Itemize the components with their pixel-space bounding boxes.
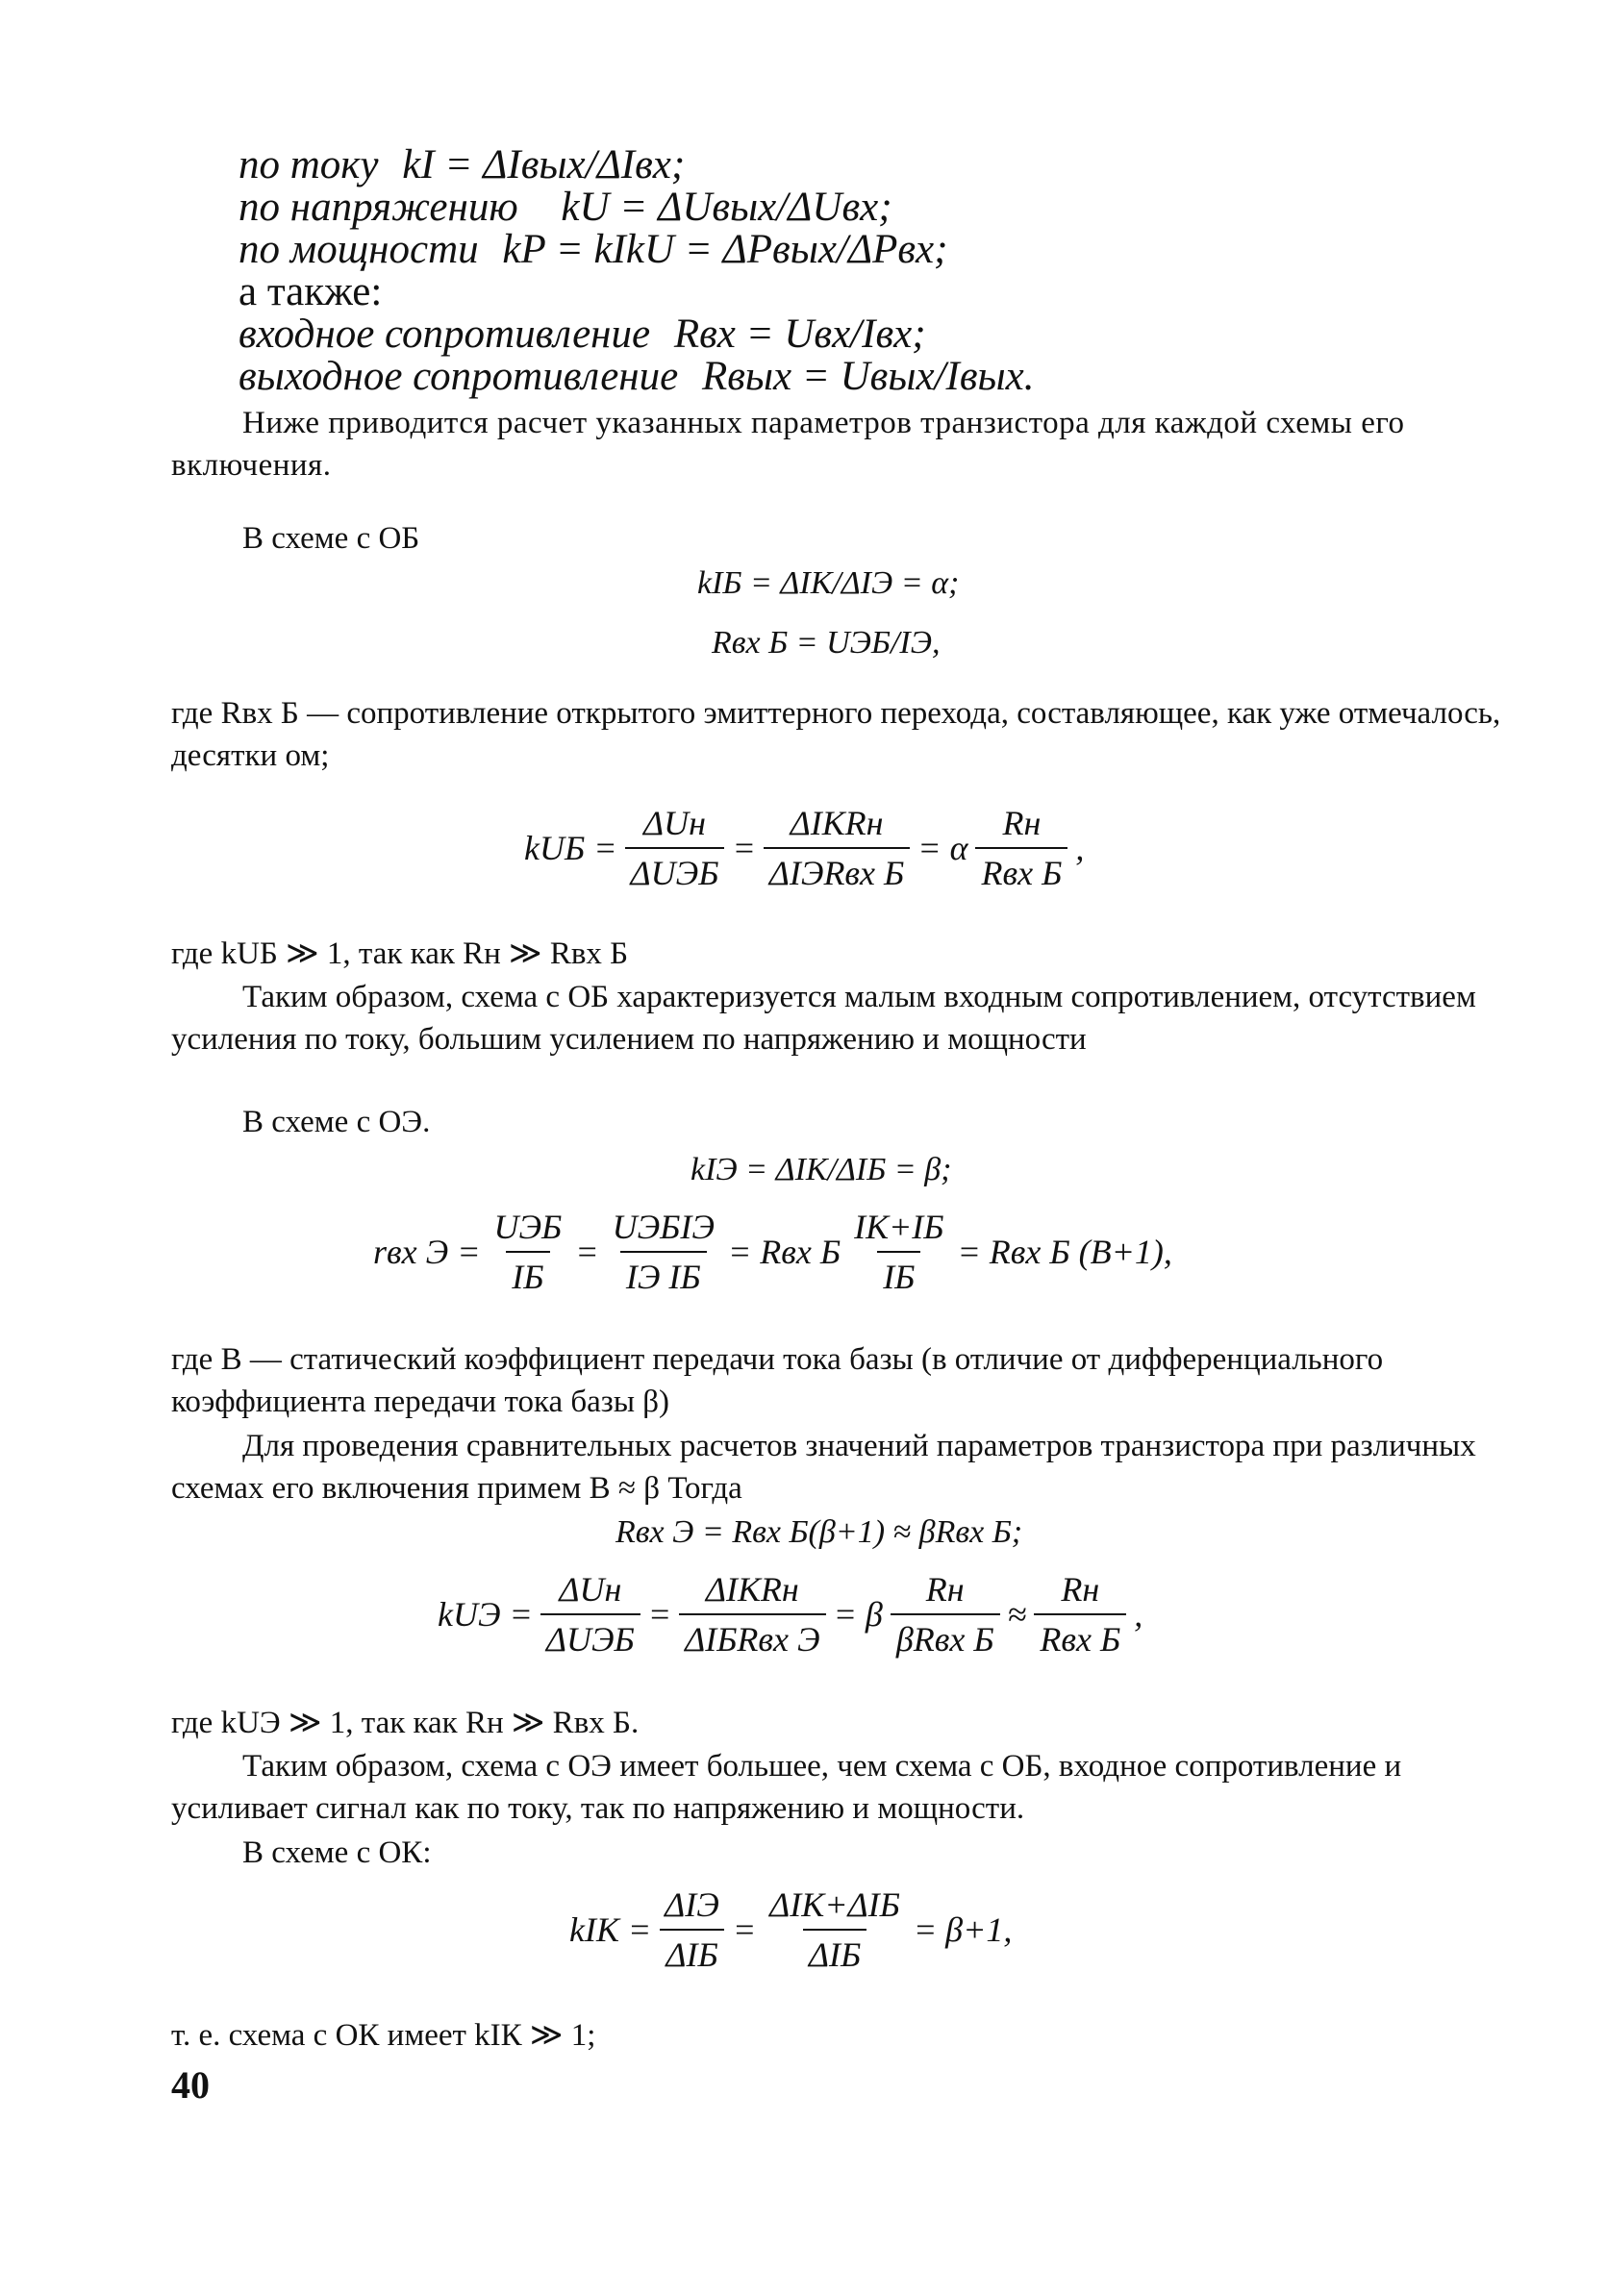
input-resistance-line (239, 313, 926, 356)
oe-ku-mid: = β (833, 1595, 883, 1634)
oe-r-mid: = Rвх Б (727, 1233, 841, 1271)
current-gain-formula: kI = ΔIвых/ΔIвх; (402, 142, 686, 187)
ob-ku-mid: = α (917, 829, 968, 867)
output-resistance-formula: Rвых = Uвых/Iвых. (701, 354, 1035, 399)
ob-current-gain-eq: kIБ = ΔIК/ΔIЭ = α; (697, 565, 960, 601)
oe-ku-fraction-1 (540, 1569, 640, 1660)
page-number: 40 (171, 2063, 210, 2107)
input-resistance-formula: Rвх = Uвх/Iвх; (673, 312, 926, 357)
oe-ku-f2-num: ΔIКRн (705, 1570, 799, 1609)
ok-ki-fraction-2 (764, 1884, 906, 1975)
oe-ku-f1-den: ΔUЭБ (540, 1613, 640, 1660)
power-gain-line (239, 229, 947, 271)
ok-ki-f1-den: ΔIБ (660, 1929, 723, 1975)
ob-ku-f2-den: ΔIЭRвх Б (764, 847, 911, 893)
oe-r-f1-den: IБ (506, 1251, 549, 1297)
oe-input-resistance-eq (373, 1207, 1172, 1297)
ok-heading: В схеме с ОК: (242, 1835, 432, 1870)
oe-ku-end: , (1134, 1595, 1143, 1634)
ok-ki-f2-den: ΔIБ (803, 1929, 866, 1975)
oe-r-f2-den: IЭ IБ (620, 1251, 707, 1297)
oe-heading: В схеме с ОЭ. (242, 1105, 431, 1139)
ok-note: т. е. схема с ОК имеет kIК ≫ 1; (171, 2018, 596, 2053)
ob-ku-f1-den: ΔUЭБ (625, 847, 725, 893)
oe-ku-lhs: kUЭ = (438, 1595, 533, 1634)
ob-note-1: где Rвх Б — сопротивление открытого эмиттерного перехода, составляющее, как уже отмечалось, десятки ом; (171, 696, 1501, 773)
oe-ku-fraction-4 (1034, 1569, 1126, 1660)
oe-ku-f3-num: Rн (925, 1570, 965, 1609)
ob-note-2: где kUБ ≫ 1, так как Rн ≫ Rвх Б (171, 936, 629, 971)
oe-ku-f3-den: βRвх Б (891, 1613, 1000, 1660)
oe-note-1: где B — статический коэффициент передачи тока базы (в отличие от дифференциального коэффициента передачи тока базы β) (171, 1342, 1384, 1419)
oe-note-2: где kUЭ ≫ 1, так как Rн ≫ Rвх Б. (171, 1706, 640, 1740)
oe-input-resistance-approx-eq: Rвх Э = Rвх Б(β+1) ≈ βRвх Б; (615, 1514, 1023, 1550)
oe-conclusion: Таким образом, схема с ОЭ имеет большее, чем схема с ОБ, входное сопротивление и усиливает сигнал как по току, так по напряжению и мощности. (171, 1749, 1402, 1826)
oe-ku-fraction-3 (891, 1569, 1000, 1660)
equals-sign: = (732, 829, 756, 867)
power-gain-formula: kP = kIkU = ΔPвых/ΔPвх; (502, 227, 948, 272)
oe-r-end: = Rвх Б (B+1), (957, 1233, 1172, 1271)
oe-r-fraction-2 (607, 1207, 720, 1297)
oe-r-f1-num: UЭБ (493, 1208, 563, 1246)
oe-ku-approx: ≈ (1007, 1595, 1027, 1634)
ob-input-resistance-eq: Rвх Б = UЭБ/IЭ, (712, 625, 941, 661)
ob-ku-fraction-2 (764, 803, 911, 893)
oe-r-fraction-1 (488, 1207, 567, 1297)
ok-ki-lhs: kIК = (569, 1910, 652, 1949)
oe-ku-fraction-2 (679, 1569, 826, 1660)
equals-sign: = (732, 1910, 757, 1949)
ob-ku-f2-num: ΔIКRн (790, 804, 884, 842)
oe-current-gain-eq: kIЭ = ΔIК/ΔIБ = β; (691, 1152, 952, 1187)
ok-ki-f1-num: ΔIЭ (665, 1885, 719, 1924)
ok-ki-f2-num: ΔIК+ΔIБ (769, 1885, 900, 1924)
oe-r-lhs: rвх Э = (373, 1233, 481, 1271)
ok-ki-end: = β+1, (913, 1910, 1013, 1949)
oe-voltage-gain-eq (438, 1569, 1142, 1660)
current-gain-label: по току (239, 142, 379, 187)
equals-sign: = (647, 1595, 672, 1634)
ob-ku-f3-num: Rн (1002, 804, 1042, 842)
ob-heading: В схеме с ОБ (242, 521, 420, 556)
ob-ku-end: , (1075, 829, 1085, 867)
ob-ku-lhs: kUБ = (524, 829, 617, 867)
lead-paragraph: Ниже приводится расчет указанных параметров транзистора для каждой схемы его включения. (171, 406, 1405, 483)
ob-ku-fraction-3 (975, 803, 1067, 893)
ok-ki-fraction-1 (659, 1884, 725, 1975)
ob-voltage-gain-eq (524, 803, 1084, 893)
ob-ku-f3-den: Rвх Б (975, 847, 1067, 893)
oe-ku-f4-den: Rвх Б (1034, 1613, 1126, 1660)
also-line: а также: (239, 269, 383, 314)
power-gain-label: по мощности (239, 227, 479, 272)
oe-r-fraction-3 (848, 1207, 949, 1297)
ob-conclusion: Таким образом, схема с ОБ характеризуется малым входным сопротивлением, отсутствием усиления по току, большим усилением по напряжению и мощности (171, 980, 1476, 1057)
voltage-gain-formula: kU = ΔUвых/ΔUвх; (561, 185, 892, 230)
oe-ku-f1-num: ΔUн (559, 1570, 622, 1609)
oe-ku-f2-den: ΔIБRвх Э (679, 1613, 826, 1660)
output-resistance-line (239, 356, 1034, 398)
oe-r-f2-num: UЭБIЭ (612, 1208, 715, 1246)
oe-r-f3-den: IБ (877, 1251, 920, 1297)
oe-compare-paragraph: Для проведения сравнительных расчетов значений параметров транзистора при различных схемах его включения примем B ≈ β Тогда (171, 1429, 1476, 1506)
oe-ku-f4-num: Rн (1061, 1570, 1100, 1609)
current-gain-line (239, 144, 685, 187)
output-resistance-label: выходное сопротивление (239, 354, 679, 399)
voltage-gain-label: по напряжению (239, 185, 518, 230)
oe-r-f3-num: IК+IБ (854, 1208, 944, 1246)
ob-ku-fraction-1 (625, 803, 725, 893)
voltage-gain-line (239, 187, 892, 229)
input-resistance-label: входное сопротивление (239, 312, 651, 357)
equals-sign: = (575, 1233, 599, 1271)
ob-ku-f1-num: ΔUн (642, 804, 706, 842)
ok-current-gain-eq (569, 1884, 1012, 1975)
